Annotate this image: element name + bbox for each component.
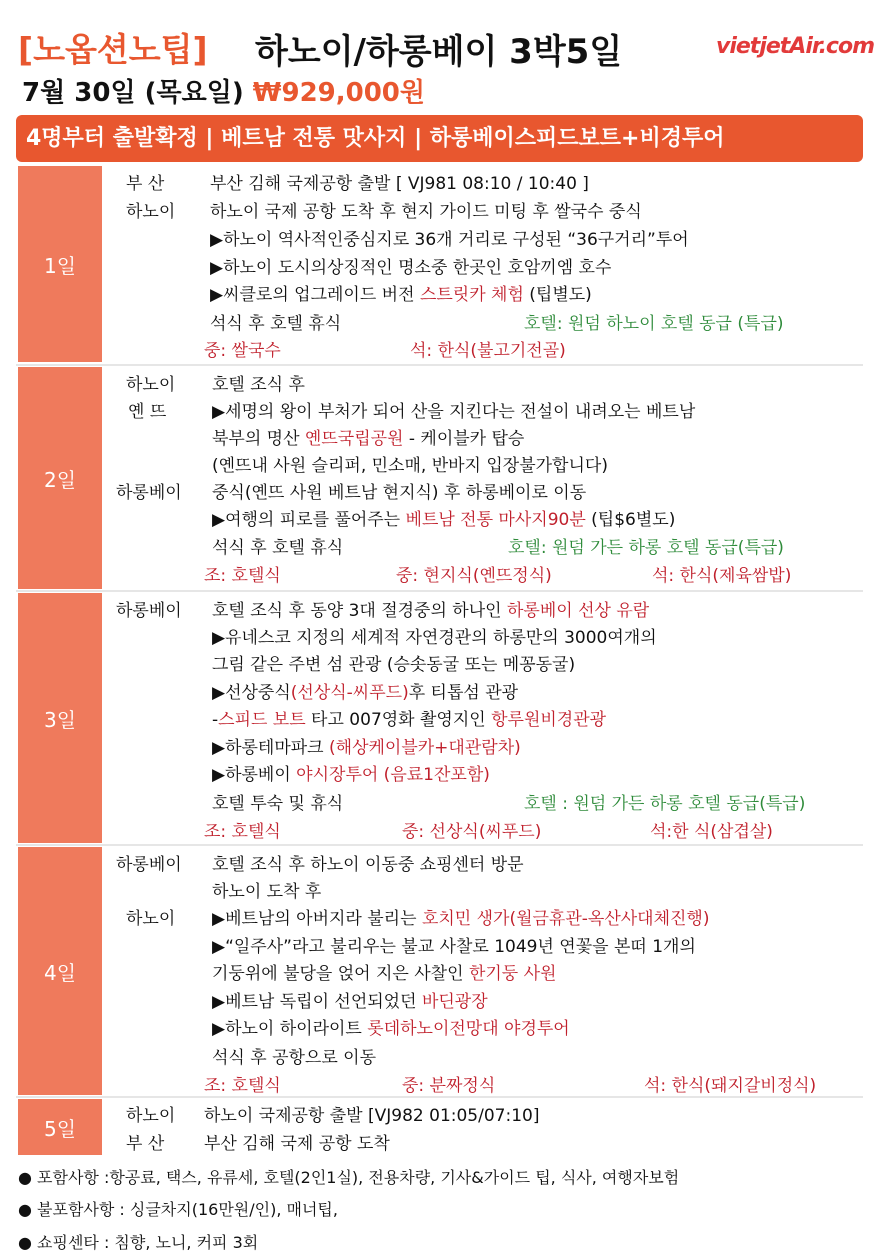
meal-breakfast: 조: 호텔식 [204,1076,281,1096]
highlight-text: 스트릿카 체험 [419,285,524,305]
itinerary-line [212,678,518,703]
departure-date: 7월 30일 (목요일) [22,78,244,108]
excluded-items: ● 불포함사항 : 싱글차지(16만원/인), 매너팁, [18,1200,338,1219]
itinerary-line [212,705,606,730]
itinerary-line [210,280,592,305]
included-items: ● 포함사항 :항공료, 택스, 유류세, 호텔(2인1실), 전용차량, 기사&가이드 팁, 식사, 여행자보험 [18,1168,680,1187]
text: - 케이블카 탑승 [403,429,525,449]
meal-breakfast: 조: 호텔식 [204,566,281,586]
divider [16,590,863,592]
price: ₩929,000원 [252,78,426,108]
location: 하노이 [126,909,176,929]
divider [16,844,863,846]
meal-dinner: 석: 한식(돼지갈비정식) [644,1076,817,1096]
hotel-info: 호텔: 원덤 하노이 호텔 동급 (특급) [524,314,784,334]
day-4-section [18,847,891,1095]
meal-lunch: 중: 분짜정식 [402,1076,496,1096]
highlight-text: 옌뜨국립공원 [304,429,404,449]
itinerary-line [212,733,521,758]
shopping-centers: ● 쇼핑센타 : 침향, 노니, 커피 3회 [18,1233,259,1252]
location: 하롱베이 [116,855,182,875]
tag-no-option: [노옵션노팁] [18,30,208,69]
highlight-banner: 4명부터 출발확정 | 베트남 전통 맛사지 | 하롱베이스피드보트+비경투어 [16,115,863,162]
meal-breakfast: 조: 호텔식 [204,822,281,842]
location: 하노이 [126,375,176,395]
itinerary-line: 호텔 조식 후 하노이 이동중 쇼핑센터 방문 [212,855,524,875]
day-5-section [18,1099,891,1155]
divider [16,1096,863,1098]
divider [16,364,863,366]
text: ▶하롱테마파크 [212,738,330,758]
location: 하노이 [126,202,176,222]
itinerary-line [212,760,490,785]
meal-dinner: 석: 한식(제육쌈밥) [652,566,792,586]
text: 북부의 명산 [212,429,305,449]
highlight-text: 야시장투어 (음료1잔포함) [296,765,490,785]
day-3-label: 3일 [18,593,102,843]
meal-dinner: 석:한 식(삼겹살) [650,822,773,842]
day-2-section [18,367,891,589]
text: ▶베트남의 아버지라 불리는 [212,909,422,929]
highlight-text: 호치민 생가(월금휴관-옥산사대체진행) [421,909,710,929]
meal-lunch: 중: 쌀국수 [204,341,281,361]
meal-lunch: 중: 현지식(옌뜨정식) [396,566,552,586]
text: 기둥위에 불당을 얹어 지은 사찰인 [212,964,469,984]
text: ▶선상중식 [212,683,291,703]
itinerary-line [212,424,524,449]
text: - [212,710,219,730]
highlight-text: 바딘광장 [421,992,488,1012]
text: 후 티톱섬 관광 [408,683,519,703]
itinerary-line [212,987,488,1012]
itinerary-line: 하노이 도착 후 [212,882,322,902]
day-5-label: 5일 [18,1099,102,1155]
highlight-text: 항루원비경관광 [491,710,607,730]
itinerary-line [212,904,710,929]
highlight-text: 스피드 보트 [218,710,306,730]
itinerary-line: 중식(옌뜨 사원 베트남 현지식) 후 하롱베이로 이동 [212,483,587,503]
location: 옌 뜨 [128,402,167,422]
day-1-label: 1일 [18,166,102,362]
text: 호텔 조식 후 동양 3대 절경중의 하나인 [212,601,507,621]
text: ▶씨클로의 업그레이드 버전 [210,285,420,305]
itinerary-line: ▶유네스코 지정의 세계적 자연경관의 하롱만의 3000여개의 [212,628,657,648]
highlight-text: (해상케이블카+대관람차) [329,738,521,758]
itinerary-line: 그림 같은 주변 섬 관광 (승솟동굴 또는 메꽁동굴) [212,655,576,675]
itinerary-line: (옌뜨내 사원 슬리퍼, 민소매, 반바지 입장불가합니다) [212,456,608,476]
itinerary-line [212,596,649,621]
itinerary-line [212,1014,570,1039]
hotel-info: 호텔: 원덤 가든 하롱 호텔 동급(특급) [508,538,784,558]
text: 타고 007영화 촬영지인 [305,710,492,730]
itinerary-line: 하노이 국제 공항 도착 후 현지 가이드 미팅 후 쌀국수 중식 [210,202,642,222]
itinerary-line [212,505,675,530]
day-4-label: 4일 [18,847,102,1095]
itinerary-line: 석식 후 호텔 휴식 [212,538,344,558]
location: 하롱베이 [116,601,182,621]
text: (팁$6별도) [585,510,676,530]
highlight-text: 롯데하노이전망대 야경투어 [367,1019,570,1039]
location: 하롱베이 [116,483,182,503]
day-2-label: 2일 [18,367,102,589]
date-price-line [22,72,425,109]
itinerary-line: ▶“일주사”라고 불리우는 불교 사찰로 1049년 연꽃을 본떠 1개의 [212,937,696,957]
location: 부 산 [126,174,165,194]
itinerary-line: ▶하노이 역사적인중심지로 36개 거리로 구성된 “36구거리”투어 [210,230,689,250]
page-title: 하노이/하롱베이 3박5일 [255,32,623,72]
location: 부 산 [126,1134,165,1154]
highlight-text: 하롱베이 선상 유람 [506,601,650,621]
itinerary-line: 부산 김해 국제공항 출발 [ VJ981 08:10 / 10:40 ] [210,174,589,194]
highlight-text: (선상식-씨푸드) [290,683,409,703]
day-3-section [18,593,891,843]
text: (팁별도) [523,285,592,305]
highlight-text: 베트남 전통 마사지90분 [405,510,586,530]
itinerary-line: 호텔 투숙 및 휴식 [212,794,344,814]
highlight-text: 한기둥 사원 [468,964,557,984]
itinerary-line: ▶하노이 도시의상징적인 명소중 한곳인 호암끼엠 호수 [210,258,612,278]
day-1-section [18,166,891,362]
itinerary-line: 석식 후 공항으로 이동 [212,1048,377,1068]
itinerary-line: 하노이 국제공항 출발 [VJ982 01:05/07:10] [204,1106,540,1126]
text: ▶하롱베이 [212,765,297,785]
text: ▶하노이 하이라이트 [212,1019,368,1039]
itinerary-line: 부산 김해 국제 공항 도착 [204,1134,390,1154]
itinerary-line: 호텔 조식 후 [212,375,305,395]
location: 하노이 [126,1106,176,1126]
itinerary-line [212,959,556,984]
text: ▶베트남 독립이 선언되었던 [212,992,422,1012]
text: ▶여행의 피로를 풀어주는 [212,510,406,530]
itinerary-line: 석식 후 호텔 휴식 [210,314,342,334]
meal-lunch: 중: 선상식(씨푸드) [402,822,542,842]
meal-dinner: 석: 한식(불고기전골) [410,341,566,361]
hotel-info: 호텔 : 원덤 가든 하롱 호텔 동급(특급) [524,794,806,814]
vietjet-logo: vietjetAir.com [716,34,875,59]
itinerary-line: ▶세명의 왕이 부처가 되어 산을 지킨다는 전설이 내려오는 베트남 [212,402,696,422]
